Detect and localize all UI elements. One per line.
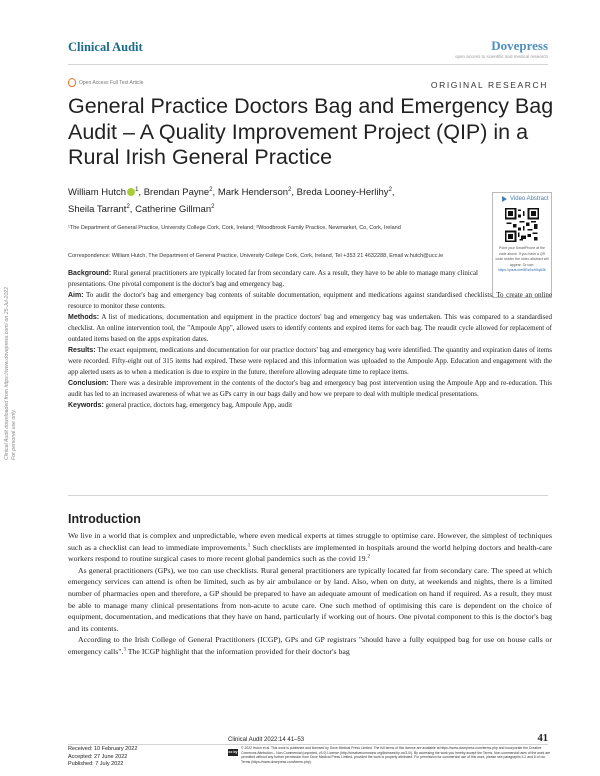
abstract-label: Background: [68, 270, 112, 277]
publisher-tagline: open access to scientific and medical research [454, 54, 548, 59]
publisher-logo[interactable]: Dovepress [491, 38, 548, 53]
video-link[interactable]: https://youtu.be/8Es0w9Xq63k [498, 268, 546, 272]
author-name: Mark Henderson [217, 187, 289, 198]
introduction-heading: Introduction [68, 512, 141, 526]
reference-link[interactable]: 1 [247, 543, 251, 548]
abstract-aim [68, 290, 552, 312]
orcid-icon[interactable] [127, 188, 135, 196]
abstract-background [68, 268, 478, 290]
author-affil-sup: 2 [126, 203, 130, 210]
section-divider [68, 495, 548, 496]
header-divider [68, 64, 548, 65]
author-name: Brendan Payne [143, 187, 210, 198]
author-affil-sup: 2 [211, 203, 215, 210]
article-title: General Practice Doctors Bag and Emergency Bag Audit – A Quality Improvement Project (QIP) in a Rural Irish General Practice [68, 94, 554, 169]
accepted-date: Accepted: 27 June 2022 [68, 753, 128, 760]
video-abstract-label: Video Abstract [510, 196, 549, 202]
abstract-keywords [68, 400, 552, 411]
license-text: © 2022 Hutch et al. This work is published and licensed by Dove Medical Press Limited. The full terms of this license are available at https://www.dovepress.com/terms.php and incorporate the Creative Commons Attribution – Non Commercial (unported, v3.0) License (http://creativecommons.org/licenses/by-nc/3.0/). By accessing the work you hereby accept the Terms. Non-commercial uses of the work are permitted without any further permission from Dove Medical Press Limited, provided the work is properly attributed. For permission for commercial use of this work, please see paragraphs 4.2 and 5 of our Terms (https://www.dovepress.com/terms.php). [241, 746, 551, 764]
abstract-results [68, 345, 552, 378]
page-number: 41 [537, 733, 548, 744]
body-paragraph: According to the Irish College of General Practitioners (ICGP), GPs and GP registrars "should have a fully equipped bag for use on house calls or emergency calls".$^3$ The ICGP highlight that the information provided for their doctor's bag [68, 635, 552, 656]
abstract-label: Conclusion: [68, 380, 109, 387]
author-affil-sup: 2 [388, 186, 392, 193]
abstract-label: Methods: [68, 314, 100, 321]
abstract [68, 268, 552, 411]
abstract-text: general practice, doctors bag, emergency bag, Ampoule App, audit [105, 401, 293, 409]
article-type: ORIGINAL RESEARCH [430, 80, 548, 90]
author-name: Sheila Tarrant [68, 204, 127, 215]
abstract-label: Aim: [68, 292, 84, 299]
publication-dates [68, 746, 137, 769]
correspondence: Correspondence: William Hutch, The Department of General Practice, University College Cork, Cork, Ireland, Tel +353 21 4632288, Email w.hutch@ucc.ie [68, 253, 444, 259]
download-watermark [4, 287, 17, 460]
open-access-label [68, 78, 143, 87]
open-access-lock-icon [68, 78, 76, 87]
abstract-text: There was a desirable improvement in the contents of the doctor's bag and emergency bag post intervention using the Ampoule App and re-education. This audit has led to an increased awareness of what we as GPs carry in our bags daily and how we prepare to deal with multiple medical presentations. [68, 379, 552, 398]
published-date: Published: 7 July 2022 [68, 761, 124, 767]
open-access-text: Open Access Full Text Article [79, 79, 144, 86]
body-paragraph: We live in a world that is complex and unpredictable, where even medical experts at times struggle to optimise care. However, the simplest of techniques such as a checklist can lead to immediate improvements.$^1$ Such checklists are implemented in hospitals around the world helping doctors and health-care workers respond to routine surgical cases to more recent global pandemics such as the covid 19.$^2$ [68, 531, 553, 564]
video-note-text: Point your SmartPhone at the code above. If you have a QR code reader the video abstract will appear. Or use: [495, 246, 549, 267]
video-abstract-header[interactable] [493, 193, 551, 202]
affiliations: ¹The Department of General Practice, University College Cork, Cork, Ireland; ²Woodbrook Family Practice, Newmarket, Co, Cork, Ireland [68, 225, 401, 231]
author-name: William Hutch [68, 187, 127, 198]
received-date: Received: 10 February 2022 [68, 746, 138, 752]
author-list: William Hutch $^1$, Brendan Payne$^2$, Mark Henderson$^2$, Breda Looney-Herlihy$^2$, Sheila Tarrant$^2$, Catherine Gillman$^2$ [68, 186, 395, 215]
introduction-body [68, 530, 552, 658]
abstract-label: Keywords: [68, 402, 104, 409]
abstract-conclusion [68, 378, 552, 400]
footer-divider [68, 744, 548, 745]
body-paragraph: As general practitioners (GPs), we too can use checklists. Rural general practitioners are typically located far from secondary care. The speed at which emergency services can attend is often be limited, such as by air ambulance or by land. Also, when on duty, at weekends and nights, there is a limited number of pharmacies open and therefore, a GP should be prepared to have an adequate amount of medication on hand if required. As a result, they must be able to manage many clinical presentations from non-acute to acute care. One such method of optimising this care is dependent on the choice of equipment, documentation, and medications that they have on hand, particularly if working out of hours. One pivotal component to this is the doctor's bag and its contents. [68, 565, 552, 633]
personal-use-note: For personal use only. [10, 409, 17, 460]
download-note: Clinical Audit downloaded from https://www.dovepress.com/ on 25-Jul-2022 [4, 286, 10, 460]
author-affil-sup: 2 [288, 186, 292, 193]
cc-license-icon[interactable]: cc by nc [228, 750, 238, 761]
qr-code-icon[interactable] [505, 208, 539, 242]
reference-link[interactable]: 3 [123, 647, 126, 653]
abstract-methods [68, 312, 552, 345]
abstract-text: To audit the doctor's bag and emergency bag contents of suitable documentation, equipment and medications against standardised checklists. To create an online resource to monitor these contents. [68, 291, 552, 310]
abstract-text: A list of medications, documentation and equipment in the practice doctors' bag and emergency bag was undertaken. This was compared to a standardised checklist. An online intervention tool, the "Ampoule App", allowed users to identify contents and expired items for each bag. The reaudit cycle allowed for replacement of outdated items based on the apps expiration dates. [68, 313, 552, 343]
author-name: Breda Looney-Herlihy [296, 187, 389, 198]
author-affil-sup: 2 [209, 186, 213, 193]
author-affil-sup: 1 [135, 186, 139, 193]
play-icon [502, 196, 507, 202]
reference-link[interactable]: 2 [367, 554, 371, 560]
journal-name: Clinical Audit [68, 40, 143, 54]
author-name: Catherine Gillman [135, 204, 212, 215]
abstract-text: The exact equipment, medications and documentation for our practice doctors' bag and emergency bag were identified. The quantity and expiration dates of items were recorded. Fifty-eight out of 315 items had expired. These were replaced and this information was uploaded to the Ampoule App. Education and engagement with the app alerted users as to when a medication is due to expire in the future, therefore allowing adequate time to replace items. [68, 346, 553, 376]
citation-line: Clinical Audit 2022:14 41–53 [228, 737, 305, 743]
abstract-label: Results: [68, 347, 96, 354]
abstract-text: Rural general practitioners are typically located far from secondary care. As a result, they have to be able to manage many clinical presentations. One pivotal component is the doctor's bag and emergency bag. [68, 269, 478, 288]
